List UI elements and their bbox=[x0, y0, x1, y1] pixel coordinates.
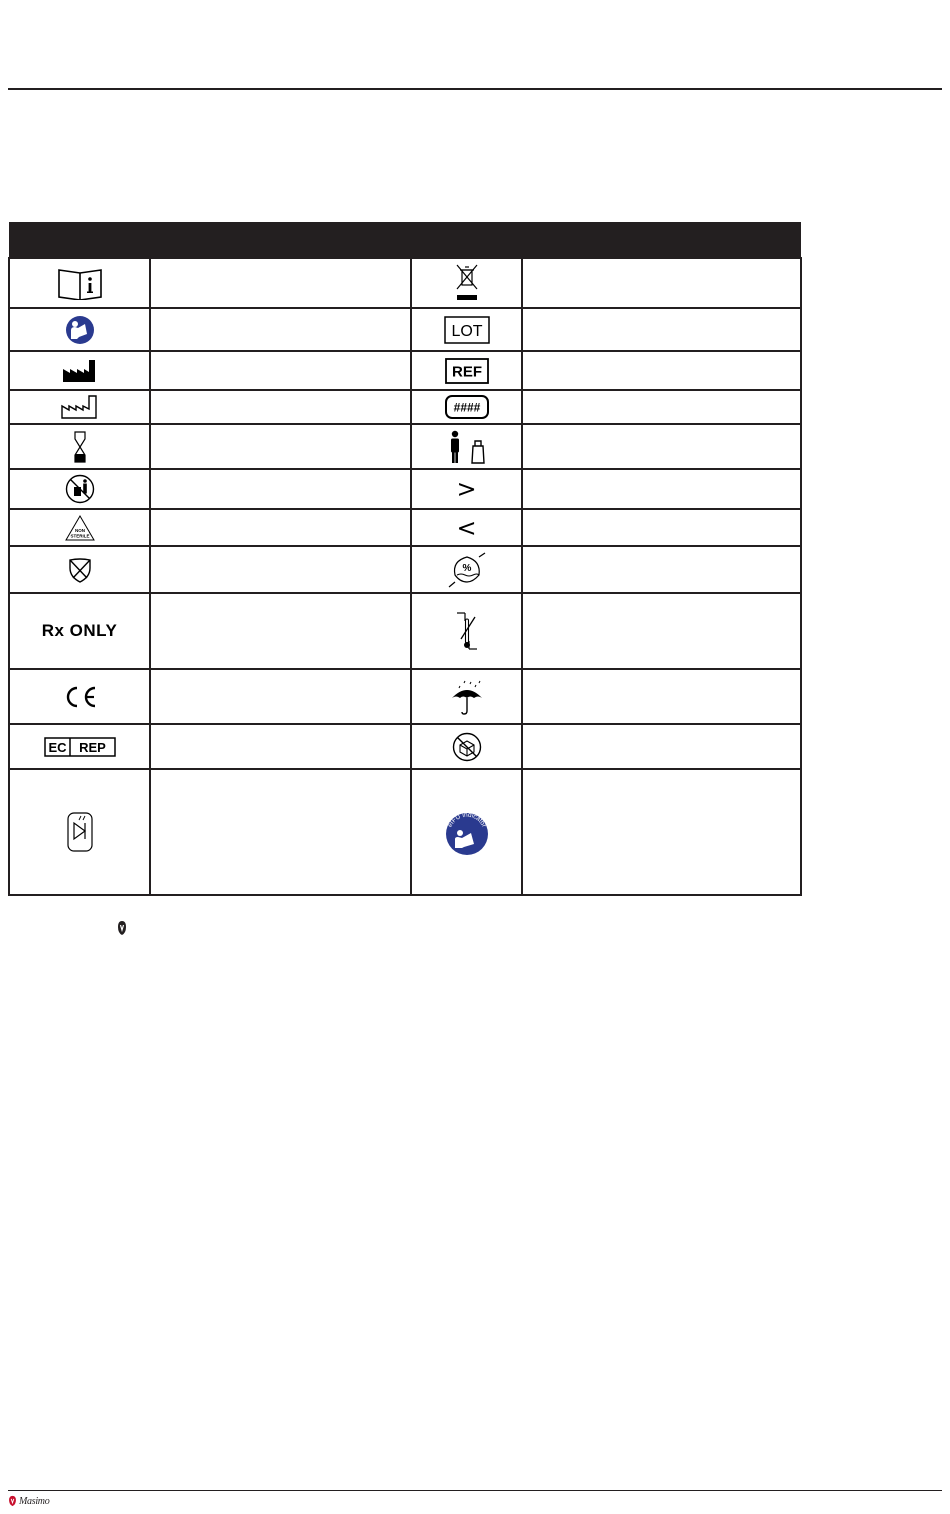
less-than-symbol: < bbox=[456, 513, 477, 542]
table-row bbox=[9, 351, 801, 390]
symbol-cell bbox=[9, 509, 150, 546]
catalogue-number-icon bbox=[445, 358, 489, 384]
symbol-cell bbox=[9, 424, 150, 469]
description-cell bbox=[522, 424, 801, 469]
symbol-cell bbox=[9, 669, 150, 724]
symbol-cell bbox=[411, 390, 522, 424]
lot-number-icon bbox=[444, 316, 490, 344]
symbol-cell bbox=[411, 258, 522, 308]
table-row bbox=[9, 509, 801, 546]
table-row bbox=[9, 769, 801, 895]
table-row bbox=[9, 593, 801, 669]
symbol-cell bbox=[9, 769, 150, 895]
description-cell bbox=[522, 308, 801, 351]
description-cell bbox=[150, 424, 411, 469]
header-cell-description-left bbox=[150, 222, 411, 258]
ref-label: REF bbox=[451, 363, 482, 380]
eifu-indicator-icon bbox=[443, 808, 491, 856]
date-of-manufacture-icon bbox=[61, 395, 99, 419]
table-row bbox=[9, 258, 801, 308]
description-cell bbox=[150, 258, 411, 308]
table-row bbox=[9, 390, 801, 424]
non-label: NON bbox=[74, 527, 85, 533]
table-header-row bbox=[9, 222, 801, 258]
table-row bbox=[9, 469, 801, 509]
bottom-rule bbox=[8, 1490, 942, 1491]
symbol-cell bbox=[9, 546, 150, 593]
symbol-cell bbox=[9, 469, 150, 509]
symbol-cell bbox=[411, 593, 522, 669]
symbol-cell bbox=[9, 258, 150, 308]
description-cell bbox=[150, 351, 411, 390]
symbol-cell bbox=[9, 390, 150, 424]
masimo-logo-word: Masimo bbox=[19, 1495, 50, 1507]
description-cell bbox=[522, 390, 801, 424]
symbol-cell bbox=[9, 308, 150, 351]
symbol-cell bbox=[411, 469, 522, 509]
table-row bbox=[9, 308, 801, 351]
table-row bbox=[9, 724, 801, 769]
temperature-limitation-icon bbox=[455, 611, 479, 651]
description-cell bbox=[522, 258, 801, 308]
header-cell-description-right bbox=[522, 222, 801, 258]
symbols-table bbox=[8, 222, 802, 896]
symbol-cell bbox=[9, 724, 150, 769]
weee-crossed-bin-icon bbox=[454, 263, 480, 303]
humidity-limitation-icon bbox=[448, 551, 486, 589]
header-cell-symbol-right bbox=[411, 222, 522, 258]
instructions-for-use-icon bbox=[57, 266, 103, 300]
masimo-logo-icon bbox=[8, 1495, 17, 1507]
symbol-cell bbox=[411, 351, 522, 390]
rx-only-label: Rx ONLY bbox=[41, 621, 118, 640]
symbol-cell bbox=[411, 546, 522, 593]
eifu-indicator-label: eIFU indicator bbox=[446, 811, 487, 829]
description-cell bbox=[150, 724, 411, 769]
serial-hash-label: #### bbox=[453, 400, 480, 415]
use-by-hourglass-icon bbox=[73, 431, 87, 463]
description-cell bbox=[150, 509, 411, 546]
symbol-cell bbox=[9, 351, 150, 390]
description-cell bbox=[150, 390, 411, 424]
masimo-logo bbox=[8, 1495, 49, 1507]
rep-label: REP bbox=[78, 739, 106, 755]
description-cell bbox=[522, 769, 801, 895]
ec-rep-icon bbox=[44, 737, 116, 757]
symbol-cell bbox=[9, 593, 150, 669]
ce-mark-icon bbox=[62, 685, 98, 709]
manufacturer-icon bbox=[62, 359, 98, 383]
light-emitting-sensor-icon bbox=[66, 811, 94, 853]
not-made-with-latex-icon bbox=[67, 556, 93, 584]
symbol-cell bbox=[411, 509, 522, 546]
top-rule bbox=[8, 88, 942, 90]
symbol-cell bbox=[411, 669, 522, 724]
description-cell bbox=[522, 669, 801, 724]
description-cell bbox=[522, 593, 801, 669]
description-cell bbox=[522, 509, 801, 546]
percent-label: % bbox=[462, 562, 471, 574]
symbol-cell bbox=[411, 769, 522, 895]
patient-weight-icon bbox=[446, 430, 488, 464]
description-cell bbox=[522, 724, 801, 769]
follow-instructions-icon bbox=[65, 315, 95, 345]
greater-than-symbol: > bbox=[456, 475, 477, 503]
do-not-use-if-damaged-icon bbox=[452, 732, 482, 762]
description-cell bbox=[522, 469, 801, 509]
table-row bbox=[9, 546, 801, 593]
ec-label: EC bbox=[47, 739, 67, 755]
description-cell bbox=[150, 308, 411, 351]
symbol-cell bbox=[411, 308, 522, 351]
symbol-cell bbox=[411, 424, 522, 469]
description-cell bbox=[150, 769, 411, 895]
lot-label: LOT bbox=[450, 322, 483, 340]
do-not-discard-icon bbox=[65, 474, 95, 504]
description-cell bbox=[150, 593, 411, 669]
keep-dry-umbrella-icon bbox=[450, 678, 484, 716]
description-cell bbox=[522, 546, 801, 593]
header-cell-symbol-left bbox=[9, 222, 150, 258]
patient-safety-mark-icon bbox=[117, 920, 127, 936]
non-sterile-icon bbox=[65, 515, 95, 541]
description-cell bbox=[150, 546, 411, 593]
serial-number-icon bbox=[445, 395, 489, 419]
symbol-cell bbox=[411, 724, 522, 769]
table-row bbox=[9, 669, 801, 724]
sterile-label: STERILE bbox=[69, 533, 90, 538]
description-cell bbox=[150, 669, 411, 724]
description-cell bbox=[150, 469, 411, 509]
table-row bbox=[9, 424, 801, 469]
description-cell bbox=[522, 351, 801, 390]
